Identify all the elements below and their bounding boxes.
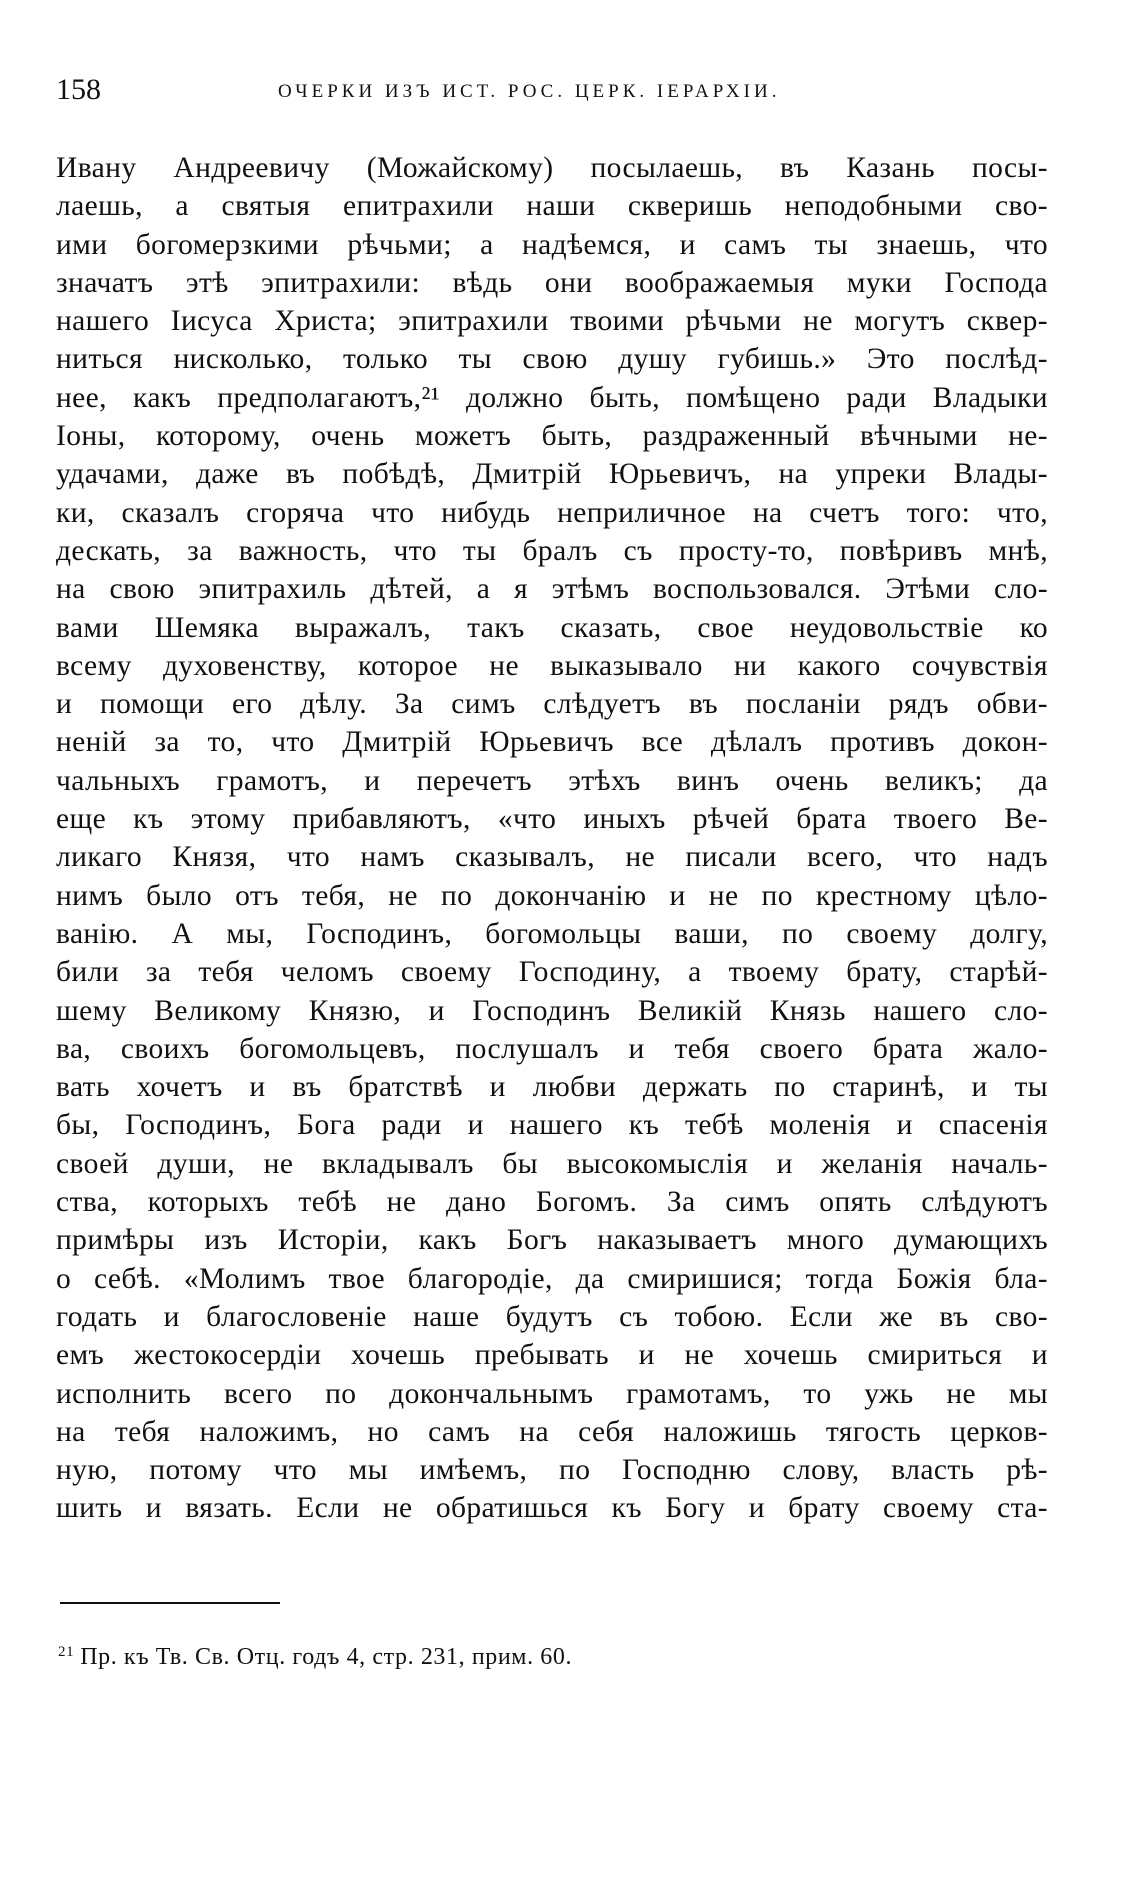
text-line: ства, которыхъ тебѣ не дано Богомъ. За симъ опять слѣдуютъ xyxy=(56,1186,1048,1219)
text-line: ликаго Князя, что намъ сказывалъ, не писали всего, что надъ xyxy=(56,841,1048,874)
text-line: нашего Iисуса Христа; эпитрахили твоими рѣчьми не могутъ сквер- xyxy=(56,305,1048,338)
text-line: и помощи его дѣлу. За симъ слѣдуетъ въ посланiи рядъ обви- xyxy=(56,688,1048,721)
text-line: шему Великому Князю, и Господинъ Великiй Князь нашего сло- xyxy=(56,994,1048,1027)
text-line: ную, потому что мы имѣемъ, по Господню слову, власть рѣ- xyxy=(56,1454,1048,1487)
text-line: еще къ этому прибавляютъ, «что иныхъ рѣчей брата твоего Ве- xyxy=(56,803,1048,836)
footnote-divider xyxy=(60,1602,280,1604)
text-line: ненiй за то, что Дмитрiй Юрьевичъ все дѣлалъ противъ докон- xyxy=(56,726,1048,759)
text-line: ки, сказалъ сгоряча что нибудь неприличное на счетъ того: что, xyxy=(56,496,1048,529)
text-line: годать и благословенiе наше будутъ съ тобою. Если же въ сво- xyxy=(56,1300,1048,1333)
text-line: бы, Господинъ, Бога ради и нашего къ тебѣ моленiя и спасенiя xyxy=(56,1109,1048,1142)
text-line: били за тебя челомъ своему Господину, а твоему брату, старѣй- xyxy=(56,956,1048,989)
text-line: ва, своихъ богомольцевъ, послушалъ и тебя своего брата жало- xyxy=(56,1032,1048,1065)
footnote-marker: 21 xyxy=(58,1644,75,1660)
text-line: на тебя наложимъ, но самъ на себя наложишь тягость церков- xyxy=(56,1415,1048,1448)
text-line: Iоны, которому, очень можетъ быть, раздраженный вѣчными не- xyxy=(56,420,1048,453)
text-line: лаешь, а святыя епитрахили наши скверишь неподобными сво- xyxy=(56,190,1048,223)
body-text xyxy=(56,149,1048,1528)
text-line: примѣры изъ Исторiи, какъ Богъ наказываетъ много думающихъ xyxy=(56,1224,1048,1257)
text-line: чальныхъ грамотъ, и перечетъ этѣхъ винъ очень великъ; да xyxy=(56,764,1048,797)
text-line: шить и вязать. Если не обратишься къ Богу и брату своему ста- xyxy=(56,1492,1048,1525)
text-line: Ивану Андреевичу (Можайскому) посылаешь, въ Казань посы- xyxy=(56,152,1048,184)
text-line: удачами, даже въ побѣдѣ, Дмитрiй Юрьевичъ, на упреки Влады- xyxy=(56,458,1048,491)
running-head: ОЧЕРКИ ИЗЪ ИСТ. РОС. ЦЕРК. IЕРАРХIИ. xyxy=(278,81,781,102)
text-line: емъ жестокосердiи хочешь пребывать и не хочешь смириться и xyxy=(56,1339,1048,1372)
text-line: нимъ было отъ тебя, не по докончанiю и не по крестному цѣло- xyxy=(56,879,1048,912)
text-line: на свою эпитрахиль дѣтей, а я этѣмъ воспользовался. Этѣми сло- xyxy=(56,573,1048,606)
footnote-text: Пр. къ Тв. Св. Отц. годъ 4, стр. 231, прим. 60. xyxy=(80,1644,573,1670)
text-line: исполнить всего по докончальнымъ грамотамъ, то ужь не мы xyxy=(56,1377,1048,1410)
text-line: значатъ этѣ эпитрахили: вѣдь они воображаемыя муки Господа xyxy=(56,266,1048,299)
text-line: вать хочетъ и въ братствѣ и любви держать по старинѣ, и ты xyxy=(56,1071,1048,1104)
text-line: ниться нисколько, только ты свою душу губишь.» Это послѣд- xyxy=(56,343,1048,376)
text-line: своей души, не вкладывалъ бы высокомыслiя и желанiя началь- xyxy=(56,1147,1048,1180)
text-line: всему духовенству, которое не выказывало ни какого сочувствiя xyxy=(56,649,1048,682)
page-header xyxy=(56,72,1056,112)
text-line: ванiю. А мы, Господинъ, богомольцы ваши, по своему долгу, xyxy=(56,917,1048,950)
text-line: дескать, за важность, что ты бралъ съ просту-то, повѣривъ мнѣ, xyxy=(56,534,1048,567)
text-line: нее, какъ предполагаютъ,²¹ должно быть, помѣщено ради Владыки xyxy=(56,381,1048,414)
footnote xyxy=(58,1636,572,1673)
page-number: 158 xyxy=(56,73,101,106)
text-line: ими богомерзкими рѣчьми; а надѣемся, и самъ ты знаешь, что xyxy=(56,228,1048,261)
text-line: о себѣ. «Молимъ твое благородiе, да смиришися; тогда Божiя бла- xyxy=(56,1262,1048,1295)
text-line: вами Шемяка выражалъ, такъ сказать, свое неудовольствiе ко xyxy=(56,611,1048,644)
